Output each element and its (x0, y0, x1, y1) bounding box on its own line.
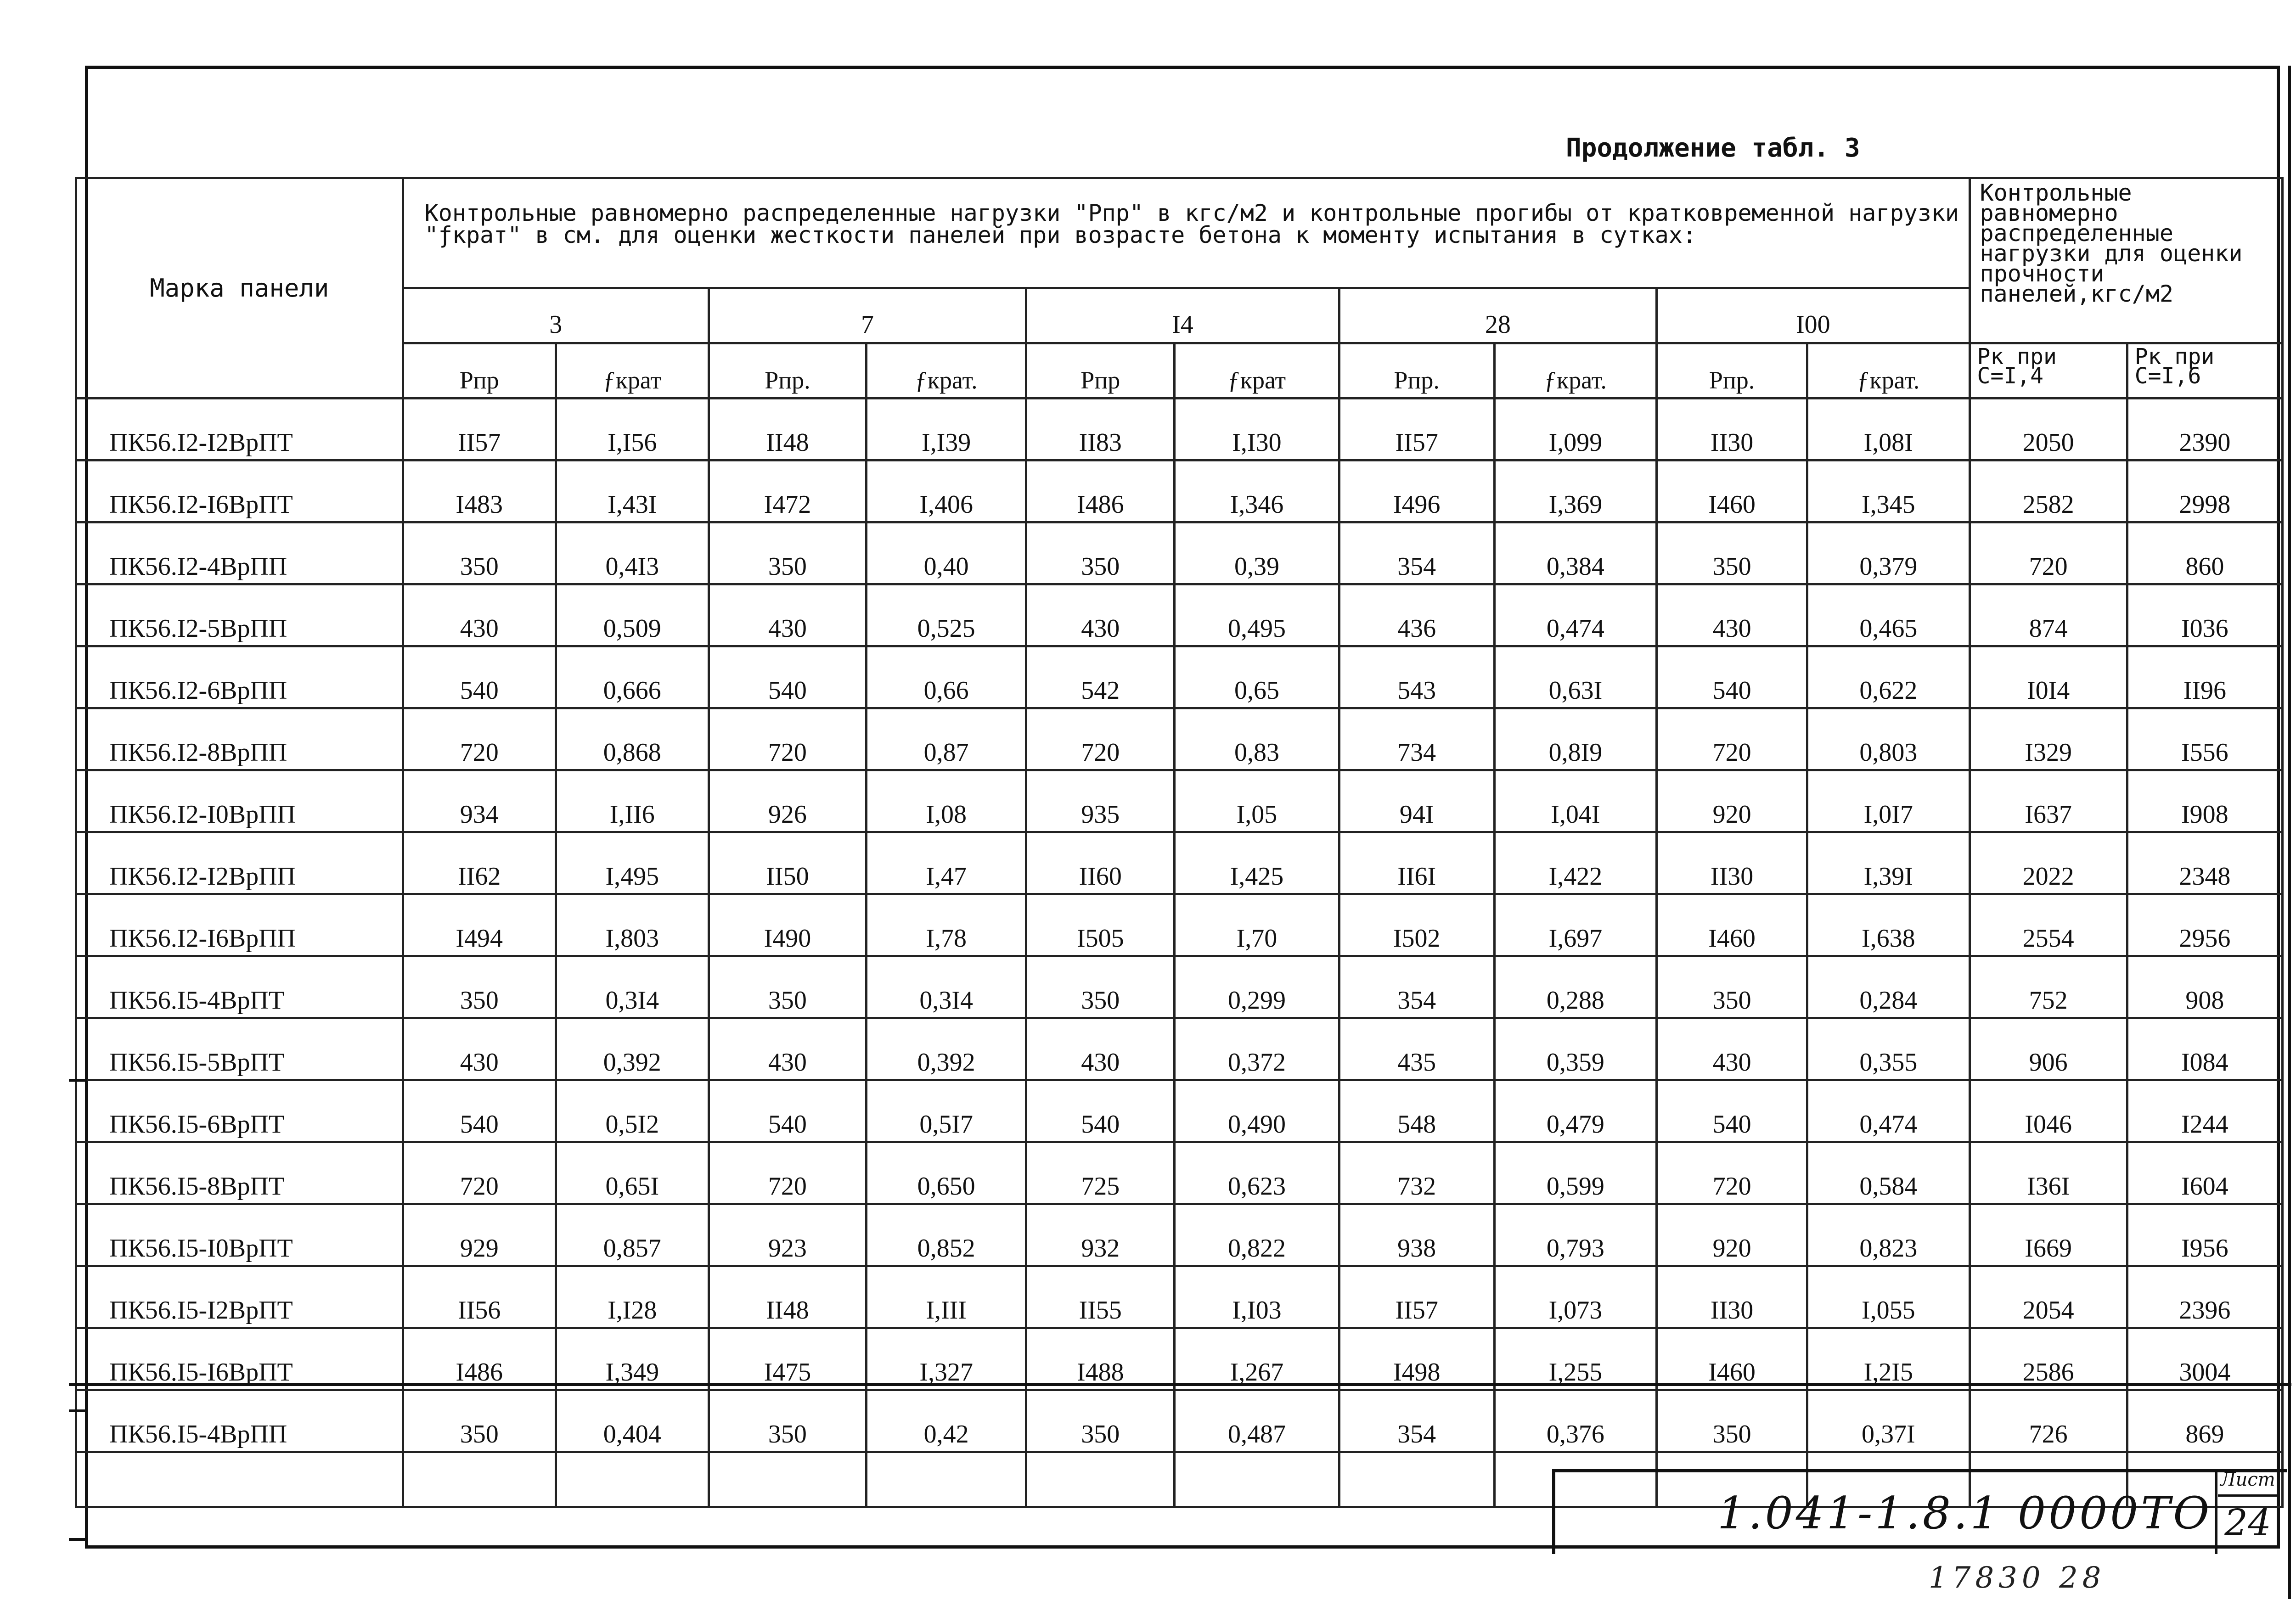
table-cell: 0,4I3 (556, 522, 709, 584)
table-cell: 2554 (1970, 894, 2127, 956)
table-cell: 430 (1026, 584, 1175, 646)
table-cell: I,I03 (1175, 1266, 1339, 1328)
table-row (76, 1328, 2283, 1390)
table-cell: I483 (403, 460, 556, 522)
table-cell: 906 (1970, 1018, 2127, 1080)
table-cell: 2586 (1970, 1328, 2127, 1390)
table-cell: 430 (709, 584, 866, 646)
header-deflection-description: Контрольные равномерно распределенные нагрузки "Рпр" в кгс/м2 и контрольные прогибы от кратковременной нагрузки "ƒкрат" в см. для оценки жесткости панелей при возрасте бетона к моменту испытания в сутках: (403, 178, 1970, 288)
table-cell: 0,3I4 (867, 956, 1026, 1018)
table-cell: 932 (1026, 1204, 1175, 1266)
table-cell: 2396 (2127, 1266, 2282, 1328)
table-cell: I490 (709, 894, 866, 956)
table-cell: I036 (2127, 584, 2282, 646)
table-cell: 0,822 (1175, 1204, 1339, 1266)
table-cell: I,327 (867, 1328, 1026, 1390)
table-cell: 540 (709, 1080, 866, 1142)
table-cell: II57 (1339, 1266, 1494, 1328)
panel-mark: ПК56.I2-I2ВрПП (76, 832, 403, 894)
table-cell: 0,42 (867, 1390, 1026, 1452)
table-cell: 0,66 (867, 646, 1026, 708)
table-cell: I0I4 (1970, 646, 2127, 708)
table-cell: II30 (1657, 832, 1807, 894)
table-caption: Продолжение табл. 3 (1566, 133, 1860, 163)
table-cell: I,I39 (867, 399, 1026, 460)
table-cell: II60 (1026, 832, 1175, 894)
table-cell: 0,5I2 (556, 1080, 709, 1142)
age-header: I4 (1026, 288, 1339, 343)
table-cell: I498 (1339, 1328, 1494, 1390)
table-cell: I460 (1657, 894, 1807, 956)
table-cell: 869 (2127, 1390, 2282, 1452)
table-cell: 720 (403, 708, 556, 770)
table-row (76, 770, 2283, 832)
table-cell: II50 (709, 832, 866, 894)
column-header: Рк при С=I,6 (2127, 343, 2282, 399)
table-row (76, 1204, 2283, 1266)
table-cell: I,803 (556, 894, 709, 956)
table-cell: I,346 (1175, 460, 1339, 522)
table-row (76, 522, 2283, 584)
table-cell: 0,599 (1494, 1142, 1656, 1204)
table-cell: I,055 (1807, 1266, 1970, 1328)
table-row (76, 1266, 2283, 1328)
table-cell: 2054 (1970, 1266, 2127, 1328)
table-row (76, 956, 2283, 1018)
table-cell: I486 (1026, 460, 1175, 522)
table-cell: I,349 (556, 1328, 709, 1390)
panel-mark: ПК56.I2-I2ВрПТ (76, 399, 403, 460)
table-cell: 2956 (2127, 894, 2282, 956)
table-cell: I486 (403, 1328, 556, 1390)
column-header: Рпр. (1339, 343, 1494, 399)
table-cell: 720 (709, 708, 866, 770)
header-control-description: Контрольные равномерно распределенные нагрузки для оценки прочности панелей,кгс/м2 (1970, 178, 2282, 343)
table-cell: 926 (709, 770, 866, 832)
table-cell: 354 (1339, 956, 1494, 1018)
table-cell: 2050 (1970, 399, 2127, 460)
table-cell: 732 (1339, 1142, 1494, 1204)
handwritten-note: 17830 28 (1929, 1561, 2106, 1595)
table-cell: 0,487 (1175, 1390, 1339, 1452)
table-cell: 935 (1026, 770, 1175, 832)
table-cell: 2582 (1970, 460, 2127, 522)
table-cell: 430 (1657, 584, 1807, 646)
table-cell: 0,87 (867, 708, 1026, 770)
panel-mark: ПК56.I5-4ВрПТ (76, 956, 403, 1018)
table-cell: 350 (1657, 1390, 1807, 1452)
table-cell: 874 (1970, 584, 2127, 646)
table-cell: I,II6 (556, 770, 709, 832)
table-cell: 0,355 (1807, 1018, 1970, 1080)
table-cell: I,2I5 (1807, 1328, 1970, 1390)
table-cell: 435 (1339, 1018, 1494, 1080)
table-cell: I329 (1970, 708, 2127, 770)
table-row (76, 399, 2283, 460)
table-cell: 0,584 (1807, 1142, 1970, 1204)
age-header: 28 (1339, 288, 1656, 343)
table-cell: I36I (1970, 1142, 2127, 1204)
panel-mark: ПК56.I5-6ВрПТ (76, 1080, 403, 1142)
sheet-label: Лист (2218, 1469, 2278, 1497)
column-header: ƒкрат. (1494, 343, 1656, 399)
table-cell: 908 (2127, 956, 2282, 1018)
table-cell: I475 (709, 1328, 866, 1390)
table-cell: 923 (709, 1204, 866, 1266)
table-cell: 540 (1657, 1080, 1807, 1142)
table-cell: I502 (1339, 894, 1494, 956)
table-cell: II30 (1657, 399, 1807, 460)
table-cell: 720 (709, 1142, 866, 1204)
table-cell: I604 (2127, 1142, 2282, 1204)
table-cell: 726 (1970, 1390, 2127, 1452)
table-cell: 0,299 (1175, 956, 1339, 1018)
table-cell: 350 (1026, 956, 1175, 1018)
table-cell: 0,404 (556, 1390, 709, 1452)
table-cell: 0,65I (556, 1142, 709, 1204)
table-cell: 0,359 (1494, 1018, 1656, 1080)
table-cell: I,255 (1494, 1328, 1656, 1390)
table-cell: 720 (1026, 708, 1175, 770)
table-cell: 0,83 (1175, 708, 1339, 770)
panel-mark: ПК56.I2-5ВрПП (76, 584, 403, 646)
table-cell: I460 (1657, 1328, 1807, 1390)
table-cell: 0,3I4 (556, 956, 709, 1018)
table-cell: 725 (1026, 1142, 1175, 1204)
column-header: Рк при С=I,4 (1970, 343, 2127, 399)
table-cell: 0,40 (867, 522, 1026, 584)
header-panel-mark: Марка панели (76, 178, 403, 399)
table-cell: 0,379 (1807, 522, 1970, 584)
panel-mark: ПК56.I5-5ВрПТ (76, 1018, 403, 1080)
sheet-number: 24 (2224, 1501, 2271, 1544)
table-cell: 0,392 (867, 1018, 1026, 1080)
table-cell: II30 (1657, 1266, 1807, 1328)
table-cell: 350 (403, 956, 556, 1018)
table-cell: I669 (1970, 1204, 2127, 1266)
panel-mark: ПК56.I2-4ВрПП (76, 522, 403, 584)
table-cell: I,78 (867, 894, 1026, 956)
table-cell: I,04I (1494, 770, 1656, 832)
table-cell: I,I30 (1175, 399, 1339, 460)
panel-mark: ПК56.I5-8ВрПТ (76, 1142, 403, 1204)
table-cell: 540 (1026, 1080, 1175, 1142)
table-cell: I,638 (1807, 894, 1970, 956)
table-row (76, 1390, 2283, 1452)
table-cell: 0,474 (1494, 584, 1656, 646)
table-cell: 350 (709, 956, 866, 1018)
table-cell: II6I (1339, 832, 1494, 894)
table-cell: 350 (1657, 522, 1807, 584)
table-cell: I,495 (556, 832, 709, 894)
table-cell: I244 (2127, 1080, 2282, 1142)
table-cell: I,39I (1807, 832, 1970, 894)
table-cell: 540 (709, 646, 866, 708)
table-row (76, 832, 2283, 894)
table-cell: 0,803 (1807, 708, 1970, 770)
table-cell: 0,5I7 (867, 1080, 1026, 1142)
table-cell: II48 (709, 1266, 866, 1328)
column-header: Рпр. (1657, 343, 1807, 399)
table-cell: 430 (403, 584, 556, 646)
table-cell: I,422 (1494, 832, 1656, 894)
column-header: ƒкрат (556, 343, 709, 399)
table-cell: II56 (403, 1266, 556, 1328)
column-header: Рпр (403, 343, 556, 399)
table-cell: 0,479 (1494, 1080, 1656, 1142)
table-row (76, 1018, 2283, 1080)
table-cell: 0,37I (1807, 1390, 1970, 1452)
table-cell: I472 (709, 460, 866, 522)
table-cell: 350 (709, 1390, 866, 1452)
table-cell: 2998 (2127, 460, 2282, 522)
table-cell: I,08I (1807, 399, 1970, 460)
age-header: I00 (1657, 288, 1970, 343)
column-header: Рпр (1026, 343, 1175, 399)
table-cell: 0,490 (1175, 1080, 1339, 1142)
panel-mark: ПК56.I5-4ВрПП (76, 1390, 403, 1452)
table-cell: 0,63I (1494, 646, 1656, 708)
table-cell: I505 (1026, 894, 1175, 956)
table-cell: 0,666 (556, 646, 709, 708)
table-row (76, 584, 2283, 646)
table-cell: 0,852 (867, 1204, 1026, 1266)
column-header: ƒкрат (1175, 343, 1339, 399)
table-cell: I494 (403, 894, 556, 956)
table-cell: 0,823 (1807, 1204, 1970, 1266)
column-header: ƒкрат. (1807, 343, 1970, 399)
table-cell: I,III (867, 1266, 1026, 1328)
table-cell: I496 (1339, 460, 1494, 522)
table-cell: I,073 (1494, 1266, 1656, 1328)
table-cell: 350 (403, 522, 556, 584)
table-cell: II62 (403, 832, 556, 894)
table-cell: I460 (1657, 460, 1807, 522)
table-cell: 430 (1026, 1018, 1175, 1080)
table-cell: 543 (1339, 646, 1494, 708)
table-row (76, 646, 2283, 708)
table-cell: 350 (1026, 522, 1175, 584)
table-cell: 0,288 (1494, 956, 1656, 1018)
panel-mark: ПК56.I2-I6ВрПП (76, 894, 403, 956)
table-cell: I,I28 (556, 1266, 709, 1328)
table-cell: 934 (403, 770, 556, 832)
table-cell: 2348 (2127, 832, 2282, 894)
table-cell: 0,8I9 (1494, 708, 1656, 770)
table-row (76, 708, 2283, 770)
table-cell: 0,39 (1175, 522, 1339, 584)
table-cell: 0,650 (867, 1142, 1026, 1204)
table-cell: 720 (1657, 1142, 1807, 1204)
margin-tick (69, 1409, 87, 1412)
panel-mark: ПК56.I2-I6ВрПТ (76, 460, 403, 522)
table-cell: 3004 (2127, 1328, 2282, 1390)
table-cell: I,099 (1494, 399, 1656, 460)
table-cell: I,267 (1175, 1328, 1339, 1390)
margin-tick (69, 1538, 87, 1541)
panel-mark: ПК56.I2-I0ВрПП (76, 770, 403, 832)
table-cell: 354 (1339, 522, 1494, 584)
table-cell: II55 (1026, 1266, 1175, 1328)
table-cell: I637 (1970, 770, 2127, 832)
table-cell: I,05 (1175, 770, 1339, 832)
table-cell: 350 (403, 1390, 556, 1452)
table-cell: I,08 (867, 770, 1026, 832)
table-cell: 0,465 (1807, 584, 1970, 646)
panel-mark: ПК56.I2-8ВрПП (76, 708, 403, 770)
age-header: 3 (403, 288, 709, 343)
table-cell: I,0I7 (1807, 770, 1970, 832)
table-cell: II57 (403, 399, 556, 460)
table-row (76, 894, 2283, 956)
table-cell: 2390 (2127, 399, 2282, 460)
age-header: 7 (709, 288, 1026, 343)
table-cell: 720 (403, 1142, 556, 1204)
table-cell: 430 (709, 1018, 866, 1080)
footer-divider (69, 1383, 2291, 1386)
table-cell: 542 (1026, 646, 1175, 708)
table-cell: II48 (709, 399, 866, 460)
table-cell: 0,372 (1175, 1018, 1339, 1080)
panel-mark: ПК56.I5-I2ВрПТ (76, 1266, 403, 1328)
table-cell: 0,284 (1807, 956, 1970, 1018)
table-cell: 0,474 (1807, 1080, 1970, 1142)
table-row (76, 1142, 2283, 1204)
table-cell: 430 (403, 1018, 556, 1080)
table-cell: 920 (1657, 770, 1807, 832)
table-cell: 0,622 (1807, 646, 1970, 708)
table-cell: 540 (403, 1080, 556, 1142)
table-cell: I,70 (1175, 894, 1339, 956)
document-code: 1.041-1.8.1 0000ТО (1717, 1488, 2212, 1539)
table-cell: 0,392 (556, 1018, 709, 1080)
table-cell: I046 (1970, 1080, 2127, 1142)
table-cell: 430 (1657, 1018, 1807, 1080)
table-cell: II57 (1339, 399, 1494, 460)
table-cell: I488 (1026, 1328, 1175, 1390)
panel-mark: ПК56.I5-I0ВрПТ (76, 1204, 403, 1266)
table-cell: 350 (1657, 956, 1807, 1018)
margin-tick (69, 1079, 87, 1082)
table-cell: I908 (2127, 770, 2282, 832)
table-cell: I,425 (1175, 832, 1339, 894)
table-cell: 94I (1339, 770, 1494, 832)
table-row (76, 460, 2283, 522)
table-cell: I,345 (1807, 460, 1970, 522)
table-cell: 0,793 (1494, 1204, 1656, 1266)
table-cell: I,47 (867, 832, 1026, 894)
table-cell: 860 (2127, 522, 2282, 584)
table-cell: I556 (2127, 708, 2282, 770)
table-cell: 350 (1026, 1390, 1175, 1452)
table-cell: 929 (403, 1204, 556, 1266)
table-cell: 540 (1657, 646, 1807, 708)
table-cell: 0,376 (1494, 1390, 1656, 1452)
table-cell: I956 (2127, 1204, 2282, 1266)
table-cell: I084 (2127, 1018, 2282, 1080)
table-cell: 720 (1657, 708, 1807, 770)
table-cell: I,406 (867, 460, 1026, 522)
table-cell: II83 (1026, 399, 1175, 460)
table-cell: 0,868 (556, 708, 709, 770)
table-cell: 720 (1970, 522, 2127, 584)
table-cell: 354 (1339, 1390, 1494, 1452)
table-cell: I,43I (556, 460, 709, 522)
right-margin-line (2288, 66, 2291, 1599)
column-header: Рпр. (709, 343, 866, 399)
column-header: ƒкрат. (867, 343, 1026, 399)
table-cell: I,697 (1494, 894, 1656, 956)
table-cell: 0,857 (556, 1204, 709, 1266)
table-cell: 436 (1339, 584, 1494, 646)
table-cell: II96 (2127, 646, 2282, 708)
panel-mark: ПК56.I2-6ВрПП (76, 646, 403, 708)
table-cell: 540 (403, 646, 556, 708)
table-cell: 350 (709, 522, 866, 584)
panel-mark: ПК56.I5-I6ВрПТ (76, 1328, 403, 1390)
table-row (76, 1080, 2283, 1142)
table-cell: 734 (1339, 708, 1494, 770)
table-cell: 0,65 (1175, 646, 1339, 708)
table-cell: 752 (1970, 956, 2127, 1018)
table-cell: 0,495 (1175, 584, 1339, 646)
table-cell: 938 (1339, 1204, 1494, 1266)
load-table (75, 177, 2284, 1508)
table-cell: 2022 (1970, 832, 2127, 894)
table-cell: 0,623 (1175, 1142, 1339, 1204)
table-cell: 920 (1657, 1204, 1807, 1266)
table-cell: 0,509 (556, 584, 709, 646)
table-cell: I,I56 (556, 399, 709, 460)
table-cell: 548 (1339, 1080, 1494, 1142)
table-cell: I,369 (1494, 460, 1656, 522)
table-cell: 0,525 (867, 584, 1026, 646)
table-cell: 0,384 (1494, 522, 1656, 584)
